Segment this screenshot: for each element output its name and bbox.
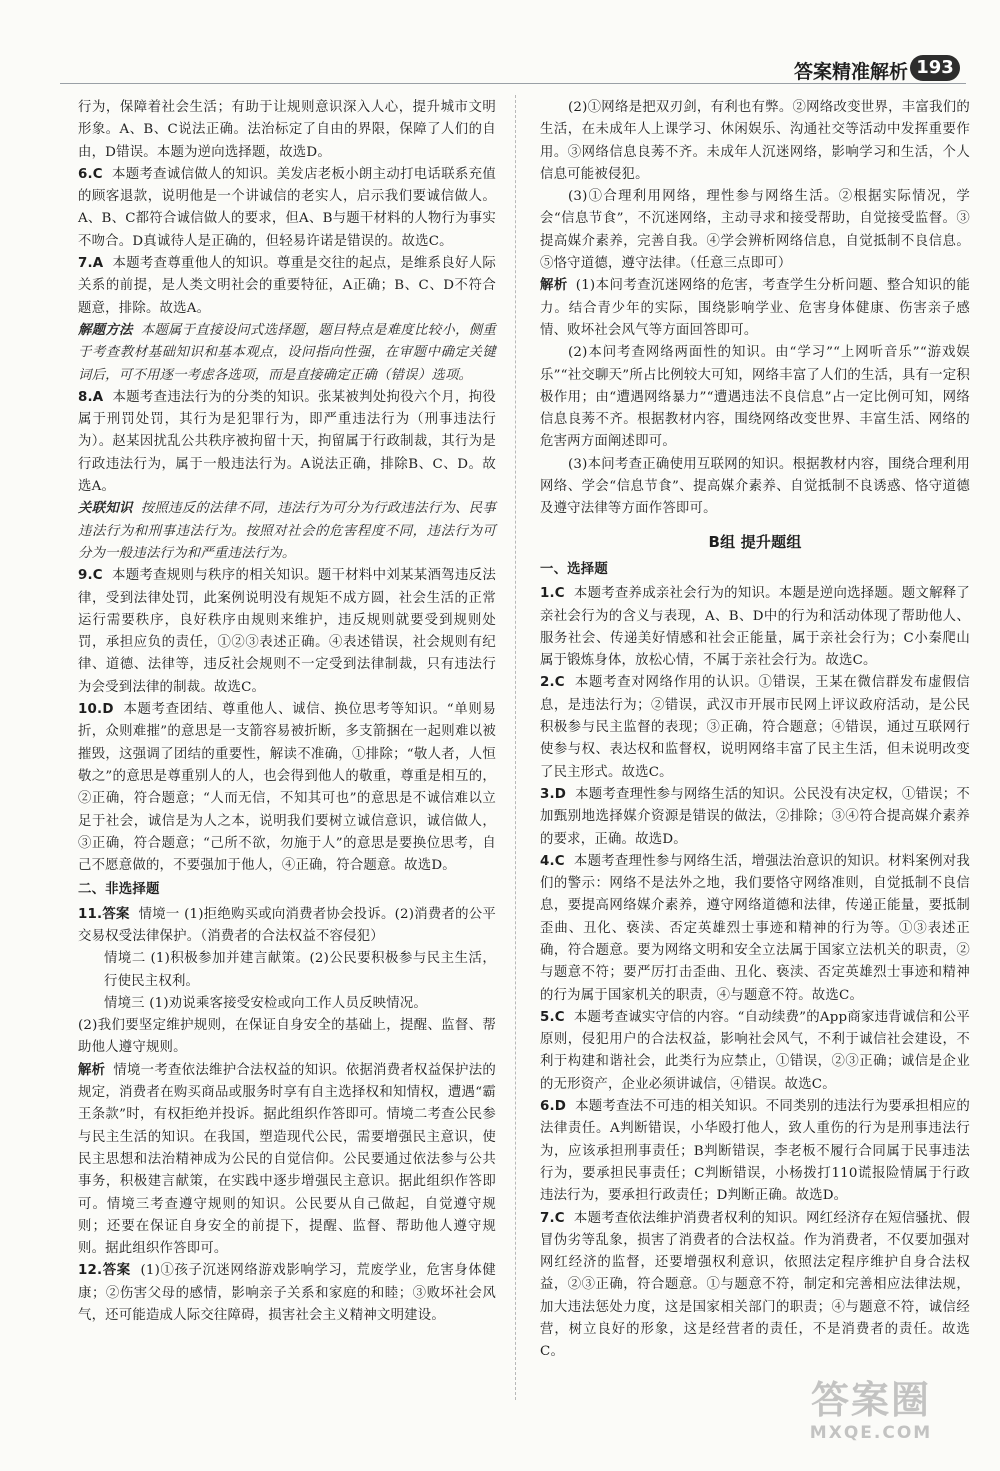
answer-text: 本题考查团结、尊重他人、诚信、换位思考等知识。“单则易折，众则难摧”的意思是一支箭容易被折断，多支箭捆在一起则难以被摧毁，这强调了团结的重要性，解读不准确，①排除；“敬人者，人恒敬之”的意思是尊重别人的人，也会得到他人的敬重，尊重是相互的，②正确，符合题意；“人而无信，不知其可也”的意思是不诚信难以立足于社会，诚信是为人之本，说明我们要树立诚信意识，诚信做人，③正确，符合题意；“己所不欲，勿施于人”的意思是要换位思考，自己不愿意做的，不要强加于他人，④正确，符合题意。故选D。 bbox=[78, 702, 497, 874]
question-number: 1.C bbox=[540, 586, 565, 602]
section-heading: 一、选择题 bbox=[540, 561, 608, 577]
answer-text: 本题考查诚实守信的内容。“自动续费”的App商家违背诚信和公平原则，侵犯用户的合法权益，影响社会风气，不利于诚信社会建设，不利于构建和谐社会，此类行为应禁止，①错误，②③正确；诚信是企业的无形资产，企业必须讲诚信，④错误。故选C。 bbox=[540, 1009, 970, 1092]
paragraph: 行为，保障着社会生活；有助于让规则意识深入人心，提升城市文明形象。A、B、C说法正确。法治标定了自由的界限，保障了人们的自由，D错误。本题为逆向选择题，故选D。 bbox=[78, 100, 496, 160]
right-column bbox=[540, 97, 970, 1364]
paragraph: (3)本问考查正确使用互联网的知识。根据教材内容，围绕合理利用网络、学会“信息节食”、提高媒介素养、自觉抵制不良诱惑、恪守道德及遵守法律等方面作答即可。 bbox=[540, 456, 970, 517]
answer-11-part-2: (2)我们要坚定维护规则，在保证自身安全的基础上，提醒、监督、帮助他人遵守规则。 bbox=[78, 1018, 496, 1056]
answer-text: (1)①孩子沉迷网络游戏影响学习，荒废学业，危害身体健康；②伤害父母的感情，影响亲子关系和家庭的和睦；③败坏社会风气，还可能造成人际交往障碍，损害社会主义精神文明建设。 bbox=[78, 1263, 496, 1324]
answer-text: 本题考查理性参与网络生活的知识。公民没有决定权，①错误；不加甄别地选择媒介资源是错误的做法，②排除；③④符合提高媒介素养的要求，正确。故选D。 bbox=[540, 786, 970, 847]
question-number: 3.D bbox=[540, 786, 567, 802]
answer-b4 bbox=[540, 851, 970, 1007]
answer-text: 本题考查养成亲社会行为的知识。本题是逆向选择题。题文解释了亲社会行为的含义与表现，A、B、D中的行为和活动体现了帮助他人、服务社会、传递美好情感和社会正能量，属于亲社会行为；C小秦爬山属于锻炼身体，放松心情，不属于亲社会行为。故选C。 bbox=[540, 586, 970, 669]
answer-11-scenario-2: 情境二 (1)积极参加并建言献策。(2)公民要积极参与民主生活，行使民主权利。 bbox=[104, 951, 496, 989]
analysis-text: 情境一考查依法维护合法权益的知识。依据消费者权益保护法的规定，消费者在购买商品或服务时享有自主选择权和知情权，遭遇“霸王条款”时，有权拒绝并投诉。据此组织作答即可。情境二考查公民参与民主生活的知识。在我国，塑造现代公民，需要增强民主意识，使民主思想和法治精神成为公民的自觉信仰。公民要通过依法参与公共事务，积极建言献策，在实践中逐步增强民主意识。据此组织作答即可。情境三考查遵守规则的知识。公民要从自己做起，自觉遵守规则；还要在保证自身安全的前提下，提醒、监督、帮助他人遵守规则。据此组织作答即可。 bbox=[78, 1062, 496, 1257]
note-label: 解题方法 bbox=[78, 322, 133, 338]
answer-12 bbox=[78, 1260, 496, 1327]
answer-10 bbox=[78, 699, 496, 877]
analysis bbox=[540, 275, 970, 342]
note-label: 关联知识 bbox=[78, 501, 133, 517]
question-number: 10.D bbox=[78, 702, 114, 718]
left-column bbox=[78, 97, 496, 1327]
analysis-label: 解析 bbox=[540, 278, 568, 294]
question-number: 6.D bbox=[540, 1099, 567, 1115]
answer-text: 本题考查尊重他人的知识。尊重是交往的起点，是维系良好人际关系的前提，是人类文明社会的重要特征，A正确；B、C、D不符合题意，排除。故选A。 bbox=[78, 256, 496, 316]
related-note bbox=[78, 498, 496, 565]
question-number: 5.C bbox=[540, 1009, 565, 1025]
paragraph: (2)①网络是把双刃剑，有利也有弊。②网络改变世界，丰富我们的生活，在未成年人上课学习、休闲娱乐、沟通社交等活动中发挥重要作用。③网络信息良莠不齐。未成年人沉迷网络，影响学习和生活，个人信息可能被侵犯。 bbox=[540, 100, 970, 182]
answer-text: 本题考查法不可违的相关知识。不同类别的违法行为要承担相应的法律责任。A判断错误，小华殴打他人，致人重伤的行为是刑事违法行为，应该承担刑事责任；B判断错误，李老板不履行合同属于民事违法行为，要承担民事责任；C判断错误，小杨拨打110谎报险情属于行政违法行为，要承担行政责任；D判断正确。故选D。 bbox=[540, 1099, 970, 1204]
note-text: 按照违反的法律不同，违法行为可分为行政违法行为、民事违法行为和刑事违法行为。按照对社会的危害程度不同，违法行为可分为一般违法行为和严重违法行为。 bbox=[78, 501, 496, 561]
question-number: 8.A bbox=[78, 389, 104, 405]
answer-text: 本题考查依法维护消费者权利的知识。网红经济存在短信骚扰、假冒伪劣等乱象，损害了消费者的合法权益。作为消费者，不仅要加强对网红经济的监督，还要增强权利意识，依照法定程序维护自身合法权益，②③正确，符合题意。①与题意不符，制定和完善相应法律法规，加大违法惩处力度，这是国家相关部门的职责；④与题意不符，诚信经营，树立良好的形象，这是经营者的责任，不是消费者的责任。故选C。 bbox=[540, 1210, 970, 1360]
answer-11-scenario-3: 情境三 (1)劝说乘客接受安检或向工作人员反映情况。 bbox=[104, 995, 428, 1011]
answer-text: 本题考查对网络作用的认识。①错误，王某在微信群发布虚假信息，是违法行为；②错误，武汉市开展市民网上评议政府活动，是公民积极参与民主监督的表现；③正确，符合题意；④错误，通过互联网行使参与权、表达权和监督权，说明网络丰富了民主生活，但未说明改变了民主形式。故选C。 bbox=[540, 675, 970, 780]
question-number: 9.C bbox=[78, 568, 103, 584]
page-number: 193 bbox=[910, 55, 960, 81]
answer-b1 bbox=[540, 583, 970, 672]
answer-text: 本题考查规则与秩序的相关知识。题干材料中刘某某酒驾违反法律，受到法律处罚，此案例说明没有规矩不成方圆，社会生活的正常运行需要秩序，良好秩序由规则来维护，违反规则就要受到规则处罚，承担应负的责任，①②③表述正确。④表述错误，社会规则有纪律、道德、法律等，违反社会规则不一定受到法律制裁，只有违法行为会受到法律的制裁。故选C。 bbox=[78, 568, 496, 695]
group-title: B组 提升题组 bbox=[708, 532, 802, 551]
analysis bbox=[78, 1060, 496, 1261]
answer-b3 bbox=[540, 784, 970, 851]
paragraph: (2)本问考查网络两面性的知识。由“学习”“上网听音乐”“游戏娱乐”“社交聊天”所占比例较大可知，网络丰富了人们的生活，具有一定积极作用；由“遭遇网络暴力”“遭遇违法不良信息”占一定比例可知，网络信息良莠不齐。根据教材内容，围绕网络改变世界、丰富生活、网络的危害两方面阐述即可。 bbox=[540, 345, 970, 450]
section-heading: 二、非选择题 bbox=[78, 882, 160, 898]
question-number: 6.C bbox=[78, 166, 103, 182]
answer-6 bbox=[78, 164, 496, 253]
method-note bbox=[78, 320, 496, 387]
header-rule bbox=[60, 83, 966, 84]
answer-b6 bbox=[540, 1096, 970, 1207]
answer-9 bbox=[78, 565, 496, 699]
answer-8 bbox=[78, 387, 496, 498]
answer-11 bbox=[78, 904, 496, 949]
answer-b5 bbox=[540, 1007, 970, 1096]
column-divider bbox=[515, 95, 516, 1400]
page-header bbox=[0, 0, 1000, 92]
watermark-logo-text: 答案圈 bbox=[810, 1378, 931, 1422]
answer-b7 bbox=[540, 1208, 970, 1364]
answer-7 bbox=[78, 253, 496, 320]
answer-text: 本题考查理性参与网络生活，增强法治意识的知识。材料案例对我们的警示：网络不是法外之地，我们要恪守网络准则，自觉抵制不良信息，要提高网络媒介素养，遵守网络道德和法律，传递正能量，要抵制歪曲、丑化、亵渎、否定英雄烈士事迹和精神的行为等。①③表述正确，符合题意。要为网络文明和安全立法属于国家立法机关的职责，②与题意不符；要严厉打击歪曲、丑化、亵渎、否定英雄烈士事迹和精神的行为属于国家机关的职责，④与题意不符。故选C。 bbox=[540, 853, 970, 1003]
analysis-label: 解析 bbox=[78, 1062, 106, 1078]
header-title: 答案精准解析 bbox=[793, 61, 908, 83]
question-number: 2.C bbox=[540, 675, 565, 691]
question-number: 4.C bbox=[540, 853, 565, 869]
note-text: 本题属于直接设问式选择题，题目特点是难度比较小，侧重于考查教材基础知识和基本观点，设问指向性强，在审题中确定关键词后，可不用逐一考虑各选项，而是直接确定正确（错误）选项。 bbox=[78, 322, 496, 383]
answer-text: 本题考查诚信做人的知识。美发店老板小朗主动打电话联系充值的顾客退款，说明他是一个讲诚信的老实人，启示我们要诚信做人。A、B、C都符合诚信做人的要求，但A、B与题干材料的人物行为事实不吻合。D真诚待人是正确的，但轻易许诺是错误的。故选C。 bbox=[78, 166, 496, 249]
question-number: 11.答案 bbox=[78, 906, 130, 922]
question-number: 12.答案 bbox=[78, 1263, 131, 1279]
question-number: 7.A bbox=[78, 256, 104, 272]
question-number: 7.C bbox=[540, 1210, 565, 1226]
analysis-text: (1)本问考查沉迷网络的危害，考查学生分析问题、整合知识的能力。结合青少年的实际，围绕影响学业、危害身体健康、伤害亲子感情、败坏社会风气等方面回答即可。 bbox=[540, 278, 971, 338]
answer-b2 bbox=[540, 672, 970, 783]
paragraph: (3)①合理利用网络，理性参与网络生活。②根据实际情况，学会“信息节食”，不沉迷网络，主动寻求和接受帮助，自觉接受监督。③提高媒介素养，完善自我。④学会辨析网络信息，自觉抵制不良信息。⑤恪守道德，遵守法律。（任意三点即可） bbox=[540, 189, 970, 272]
watermark-domain: MXQE.COM bbox=[809, 1423, 933, 1443]
answer-text: 本题考查违法行为的分类的知识。张某被判处拘役六个月，拘役属于刑罚处罚，其行为是犯罪行为，即严重违法行为（刑事违法行为）。赵某因扰乱公共秩序被拘留十天，拘留属于行政制裁，其行为是行政违法行为，属于一般违法行为。A说法正确，排除B、C、D。故选A。 bbox=[78, 389, 496, 495]
answer-text: 情境一 (1)拒绝购买或向消费者协会投诉。(2)消费者的公平交易权受法律保护。（消费者的合法权益不容侵犯） bbox=[78, 906, 496, 944]
site-watermark bbox=[766, 1377, 976, 1453]
